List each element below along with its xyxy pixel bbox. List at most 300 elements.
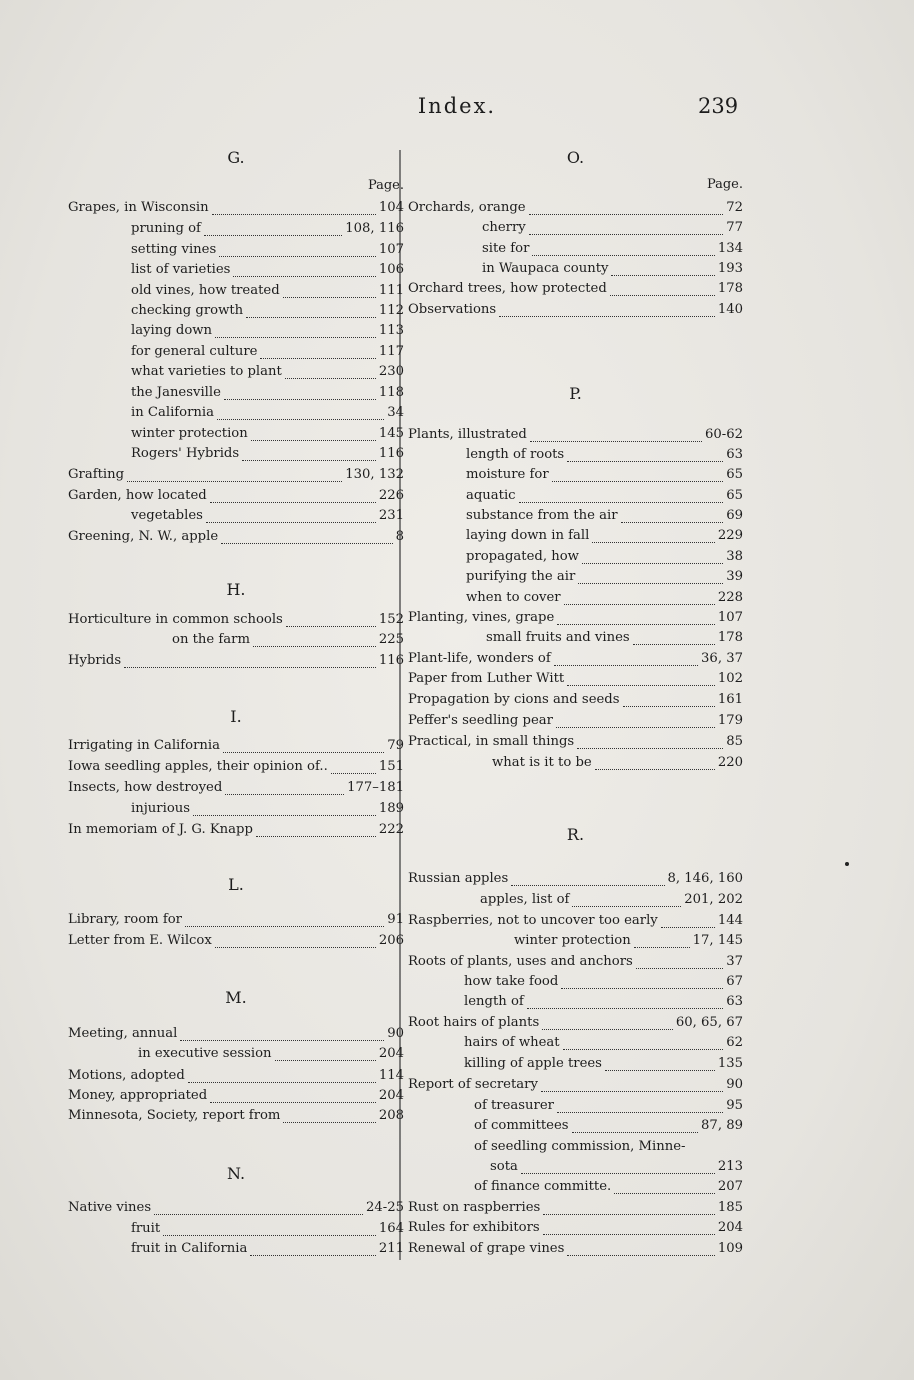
dot-leader [204,226,342,236]
entry-page-numbers: 24-25 [365,1200,404,1215]
dot-leader [529,205,724,215]
entry-page-numbers: 60-62 [704,427,743,442]
index-entry [408,1035,743,1055]
dot-leader [541,1082,723,1092]
dot-leader [215,938,376,948]
entry-term: what is it to be [492,755,592,770]
entry-term: of finance committe. [474,1179,612,1194]
entry-page-numbers: 230 [378,364,404,379]
entry-term: pruning of [131,221,201,236]
dot-leader [564,595,715,605]
index-entry [408,1241,743,1261]
index-entry [68,221,404,241]
entry-term: Plants, illustrated [408,427,527,442]
dot-leader [578,574,723,584]
dot-leader [567,676,715,686]
dot-leader [605,1061,715,1071]
entry-page-numbers: 87, 89 [701,1118,743,1133]
dot-leader [185,917,384,927]
index-entry [408,1200,743,1220]
entry-page-numbers: 193 [717,261,743,276]
dot-leader [592,533,715,543]
entry-page-numbers: 178 [717,630,743,645]
index-entry [408,281,743,301]
index-entry [408,241,743,261]
dot-leader [521,1164,715,1174]
entry-term: Planting, vines, grape [408,610,555,625]
dot-leader [210,1093,376,1103]
entry-term: Practical, in small things [408,734,575,749]
index-entry [68,283,404,303]
index-entry [68,344,404,364]
entry-page-numbers: 213 [717,1159,743,1174]
dot-leader [210,493,376,503]
entry-page-numbers: 63 [726,447,743,462]
entry-term: killing of apple trees [464,1056,602,1071]
index-entry [408,528,743,548]
entry-page-numbers: 118 [378,385,404,400]
entry-term: apples, list of [480,892,570,907]
entry-page-numbers: 109 [717,1241,743,1256]
dot-leader [283,288,376,298]
dot-leader [224,390,376,400]
entry-page-numbers: 63 [726,994,743,1009]
entry-page-numbers: 151 [378,759,404,774]
entry-term: Library, room for [68,912,182,927]
dot-leader [614,1184,715,1194]
entry-term: Propagation by cions and seeds [408,692,620,707]
dot-leader [217,410,384,420]
entry-term: moisture for [466,467,549,482]
index-entry [68,467,404,487]
entry-page-numbers: 65 [726,488,743,503]
entry-page-numbers: 65 [726,467,743,482]
entry-term: laying down in fall [466,528,590,543]
dot-leader [163,1226,376,1236]
index-entry [408,734,743,754]
dot-leader [242,451,376,461]
entry-page-numbers: 85 [726,734,743,749]
section-letter-heading: H. [226,580,246,599]
index-entry [68,612,404,632]
dot-leader [543,1205,715,1215]
dot-leader [154,1205,363,1215]
entry-term: laying down [131,323,213,338]
dot-leader [180,1031,384,1041]
index-entry [408,892,743,912]
entry-term: old vines, how treated [131,283,280,298]
index-entry [68,759,404,779]
index-entry [68,912,404,932]
dot-leader [127,472,342,482]
index-entry [68,364,404,384]
index-entry [408,1220,743,1240]
index-entry [408,467,743,487]
dot-leader [221,534,392,544]
dot-leader [223,743,384,753]
entry-term: Garden, how located [68,488,207,503]
entry-term: Grapes, in Wisconsin [68,200,209,215]
entry-term: Rogers' Hybrids [131,446,240,461]
dot-leader [193,806,376,816]
dot-leader [275,1051,376,1061]
dot-leader [233,267,375,277]
dot-leader [532,246,714,256]
index-entry [408,569,743,589]
entry-term: length of [464,994,524,1009]
dot-leader [219,247,376,257]
dot-leader [251,431,376,441]
index-entry [68,822,404,842]
entry-term: list of varieties [131,262,231,277]
entry-page-numbers: 8 [395,529,404,544]
index-entry [68,1221,404,1241]
entry-page-numbers: 179 [717,713,743,728]
entry-term: In memoriam of J. G. Knapp [68,822,253,837]
dot-leader [285,369,376,379]
entry-term: of seedling commission, Minne- [474,1139,686,1154]
entry-page-numbers: 62 [726,1035,743,1050]
entry-term: Roots of plants, uses and anchors [408,954,633,969]
entry-page-numbers: 178 [717,281,743,296]
dot-leader [206,513,376,523]
index-entry [408,651,743,671]
entry-term: hairs of wheat [464,1035,560,1050]
entry-term: Plant-life, wonders of [408,651,551,666]
entry-term: Rust on raspberries [408,1200,541,1215]
entry-term: for general culture [131,344,258,359]
entry-page-numbers: 130, 132 [345,467,404,482]
entry-page-numbers: 208 [378,1108,404,1123]
entry-term: substance from the air [466,508,618,523]
index-entry [68,303,404,323]
entry-page-numbers: 91 [387,912,404,927]
index-entry [68,1241,404,1261]
dot-leader [557,615,715,625]
entry-page-numbers: 201, 202 [684,892,743,907]
index-entry [408,220,743,240]
dot-leader [577,739,723,749]
entry-page-numbers: 164 [378,1221,404,1236]
entry-page-numbers: 161 [717,692,743,707]
dot-leader [561,979,723,989]
entry-term: Rules for exhibitors [408,1220,540,1235]
page-number: 239 [698,94,739,118]
index-entry [408,200,743,220]
index-entry [408,671,743,691]
entry-page-numbers: 72 [726,200,743,215]
index-entry [68,1108,404,1128]
index-entry [408,1179,743,1199]
section-letter-heading: O. [566,148,585,167]
entry-page-numbers: 204 [378,1088,404,1103]
entry-term: how take food [464,974,559,989]
entry-term: Minnesota, Society, report from [68,1108,281,1123]
index-entry [408,427,743,447]
index-entry [68,405,404,425]
entry-page-numbers: 77 [726,220,743,235]
entry-term: Renewal of grape vines [408,1241,565,1256]
entry-term: Native vines [68,1200,152,1215]
entry-term: setting vines [131,242,217,257]
index-entry [68,1068,404,1088]
page-column-label: Page. [706,177,743,192]
index-entry [408,974,743,994]
index-entry [408,630,743,650]
entry-term: Irrigating in California [68,738,220,753]
dot-leader [253,637,376,647]
index-entry [408,713,743,733]
entry-term: Raspberries, not to uncover too early [408,913,658,928]
index-entry [68,323,404,343]
entry-page-numbers: 189 [378,801,404,816]
dot-leader [582,554,723,564]
entry-term: on the farm [172,632,250,647]
index-entry [68,488,404,508]
entry-term: Meeting, annual [68,1026,178,1041]
entry-term: Grafting [68,467,125,482]
dot-leader [552,472,724,482]
section-letter-heading: G. [227,148,245,167]
entry-page-numbers: 90 [387,1026,404,1041]
dot-leader [256,827,376,837]
dot-leader [633,635,715,645]
entry-page-numbers: 207 [717,1179,743,1194]
entry-page-numbers: 39 [726,569,743,584]
index-entry [408,692,743,712]
entry-page-numbers: 140 [717,302,743,317]
entry-page-numbers: 144 [717,913,743,928]
section-letter-heading: I. [230,707,242,726]
entry-term: cherry [482,220,526,235]
entry-term: winter protection [131,426,248,441]
index-entry [68,262,404,282]
entry-term: Iowa seedling apples, their opinion of.. [68,759,328,774]
entry-page-numbers: 185 [717,1200,743,1215]
entry-page-numbers: 117 [378,344,404,359]
index-entry [408,302,743,322]
entry-page-numbers: 226 [378,488,404,503]
index-entry [68,385,404,405]
index-entry [408,1056,743,1076]
index-entry [68,1200,404,1220]
index-entry [408,954,743,974]
dot-leader [554,656,698,666]
entry-term: site for [482,241,530,256]
entry-page-numbers: 79 [387,738,404,753]
entry-term: Orchard trees, how protected [408,281,607,296]
dot-leader [212,205,376,215]
entry-term: in California [131,405,214,420]
index-entry [68,1026,404,1046]
entry-term: Insects, how destroyed [68,780,223,795]
dot-leader [623,697,715,707]
index-entry [68,200,404,220]
index-entry [408,488,743,508]
entry-page-numbers: 90 [726,1077,743,1092]
entry-page-numbers: 229 [717,528,743,543]
index-entry [68,426,404,446]
dot-leader [188,1073,376,1083]
index-entry [68,446,404,466]
entry-term: propagated, how [466,549,579,564]
entry-term: Peffer's seedling pear [408,713,553,728]
entry-page-numbers: 95 [726,1098,743,1113]
index-entry [68,242,404,262]
entry-term: sota [490,1159,518,1174]
dot-leader [286,617,376,627]
index-entry [68,780,404,800]
entry-term: aquatic [466,488,516,503]
entry-page-numbers: 113 [378,323,404,338]
entry-page-numbers: 37 [726,954,743,969]
entry-term: Horticulture in common schools [68,612,283,627]
entry-page-numbers: 204 [378,1046,404,1061]
dot-leader [563,1040,724,1050]
entry-page-numbers: 220 [717,755,743,770]
dot-leader [542,1020,673,1030]
entry-page-numbers: 222 [378,822,404,837]
entry-page-numbers: 114 [378,1068,404,1083]
dot-leader [215,328,376,338]
entry-page-numbers: 228 [717,590,743,605]
dot-leader [572,1123,699,1133]
entry-page-numbers: 38 [726,549,743,564]
dot-leader [543,1225,715,1235]
index-entry [408,913,743,933]
page-column-label: Page. [367,178,404,193]
index-entry [408,610,743,630]
entry-page-numbers: 231 [378,508,404,523]
section-letter-heading: M. [225,988,247,1007]
entry-term: Money, appropriated [68,1088,208,1103]
entry-term: in executive session [138,1046,272,1061]
entry-term: fruit in California [131,1241,248,1256]
section-letter-heading: R. [566,825,585,844]
index-entry [408,1159,743,1179]
dot-leader [611,266,714,276]
dot-leader [499,307,715,317]
index-entry-continued [408,1139,743,1159]
dot-leader [331,764,376,774]
entry-term: Motions, adopted [68,1068,185,1083]
entry-term: Report of secretary [408,1077,538,1092]
entry-term: the Janesville [131,385,221,400]
section-letter-heading: L. [228,875,244,894]
running-title: Index. [417,94,497,118]
entry-page-numbers: 225 [378,632,404,647]
entry-page-numbers: 36, 37 [701,651,743,666]
entry-term: fruit [131,1221,161,1236]
entry-page-numbers: 106 [378,262,404,277]
dot-leader [557,1103,723,1113]
entry-term: Letter from E. Wilcox [68,933,212,948]
entry-term: purifying the air [466,569,576,584]
entry-term: Paper from Luther Witt [408,671,565,686]
dot-leader [621,513,724,523]
entry-page-numbers: 104 [378,200,404,215]
entry-term: winter protection [514,933,631,948]
entry-term: of treasurer [474,1098,554,1113]
index-entry [408,871,743,891]
index-entry [68,1046,404,1066]
entry-page-numbers: 60, 65, 67 [675,1015,743,1030]
entry-page-numbers: 134 [717,241,743,256]
index-entry [68,1088,404,1108]
index-entry [408,447,743,467]
entry-term: what varieties to plant [131,364,282,379]
index-entry [68,738,404,758]
entry-term: Greening, N. W., apple [68,529,219,544]
dot-leader [511,876,664,886]
entry-page-numbers: 111 [378,283,404,298]
entry-page-numbers: 116 [378,446,404,461]
index-entry [408,1118,743,1138]
index-entry [68,653,404,673]
entry-term: in Waupaca county [482,261,609,276]
dot-leader [572,897,681,907]
dot-leader [260,349,375,359]
entry-page-numbers: 102 [717,671,743,686]
ink-speck [845,862,849,866]
dot-leader [527,999,723,1009]
entry-page-numbers: 204 [717,1220,743,1235]
index-entry [408,590,743,610]
entry-term: Root hairs of plants [408,1015,540,1030]
entry-page-numbers: 152 [378,612,404,627]
dot-leader [595,760,715,770]
entry-term: Russian apples [408,871,509,886]
index-entry [68,529,404,549]
entry-page-numbers: 135 [717,1056,743,1071]
section-letter-heading: P. [569,384,582,403]
dot-leader [634,938,690,948]
entry-page-numbers: 108, 116 [345,221,404,236]
entry-term: when to cover [466,590,561,605]
dot-leader [567,452,723,462]
index-entry [408,933,743,953]
index-entry [408,1015,743,1035]
entry-page-numbers: 116 [378,653,404,668]
dot-leader [124,658,376,668]
entry-page-numbers: 177–181 [347,780,404,795]
entry-term: Observations [408,302,497,317]
dot-leader [567,1246,714,1256]
entry-term: small fruits and vines [486,630,630,645]
index-entry [408,1077,743,1097]
dot-leader [225,785,344,795]
entry-page-numbers: 17, 145 [692,933,743,948]
dot-leader [529,225,723,235]
entry-term: Hybrids [68,653,122,668]
dot-leader [246,308,376,318]
dot-leader [519,493,724,503]
entry-term: of committees [474,1118,569,1133]
entry-page-numbers: 69 [726,508,743,523]
entry-term: Orchards, orange [408,200,526,215]
entry-term: injurious [131,801,191,816]
entry-page-numbers: 211 [378,1241,404,1256]
entry-term: checking growth [131,303,244,318]
index-entry [408,261,743,281]
index-entry [68,933,404,953]
entry-page-numbers: 67 [726,974,743,989]
entry-page-numbers: 206 [378,933,404,948]
dot-leader [556,718,715,728]
entry-page-numbers: 107 [717,610,743,625]
dot-leader [636,959,723,969]
dot-leader [250,1246,375,1256]
